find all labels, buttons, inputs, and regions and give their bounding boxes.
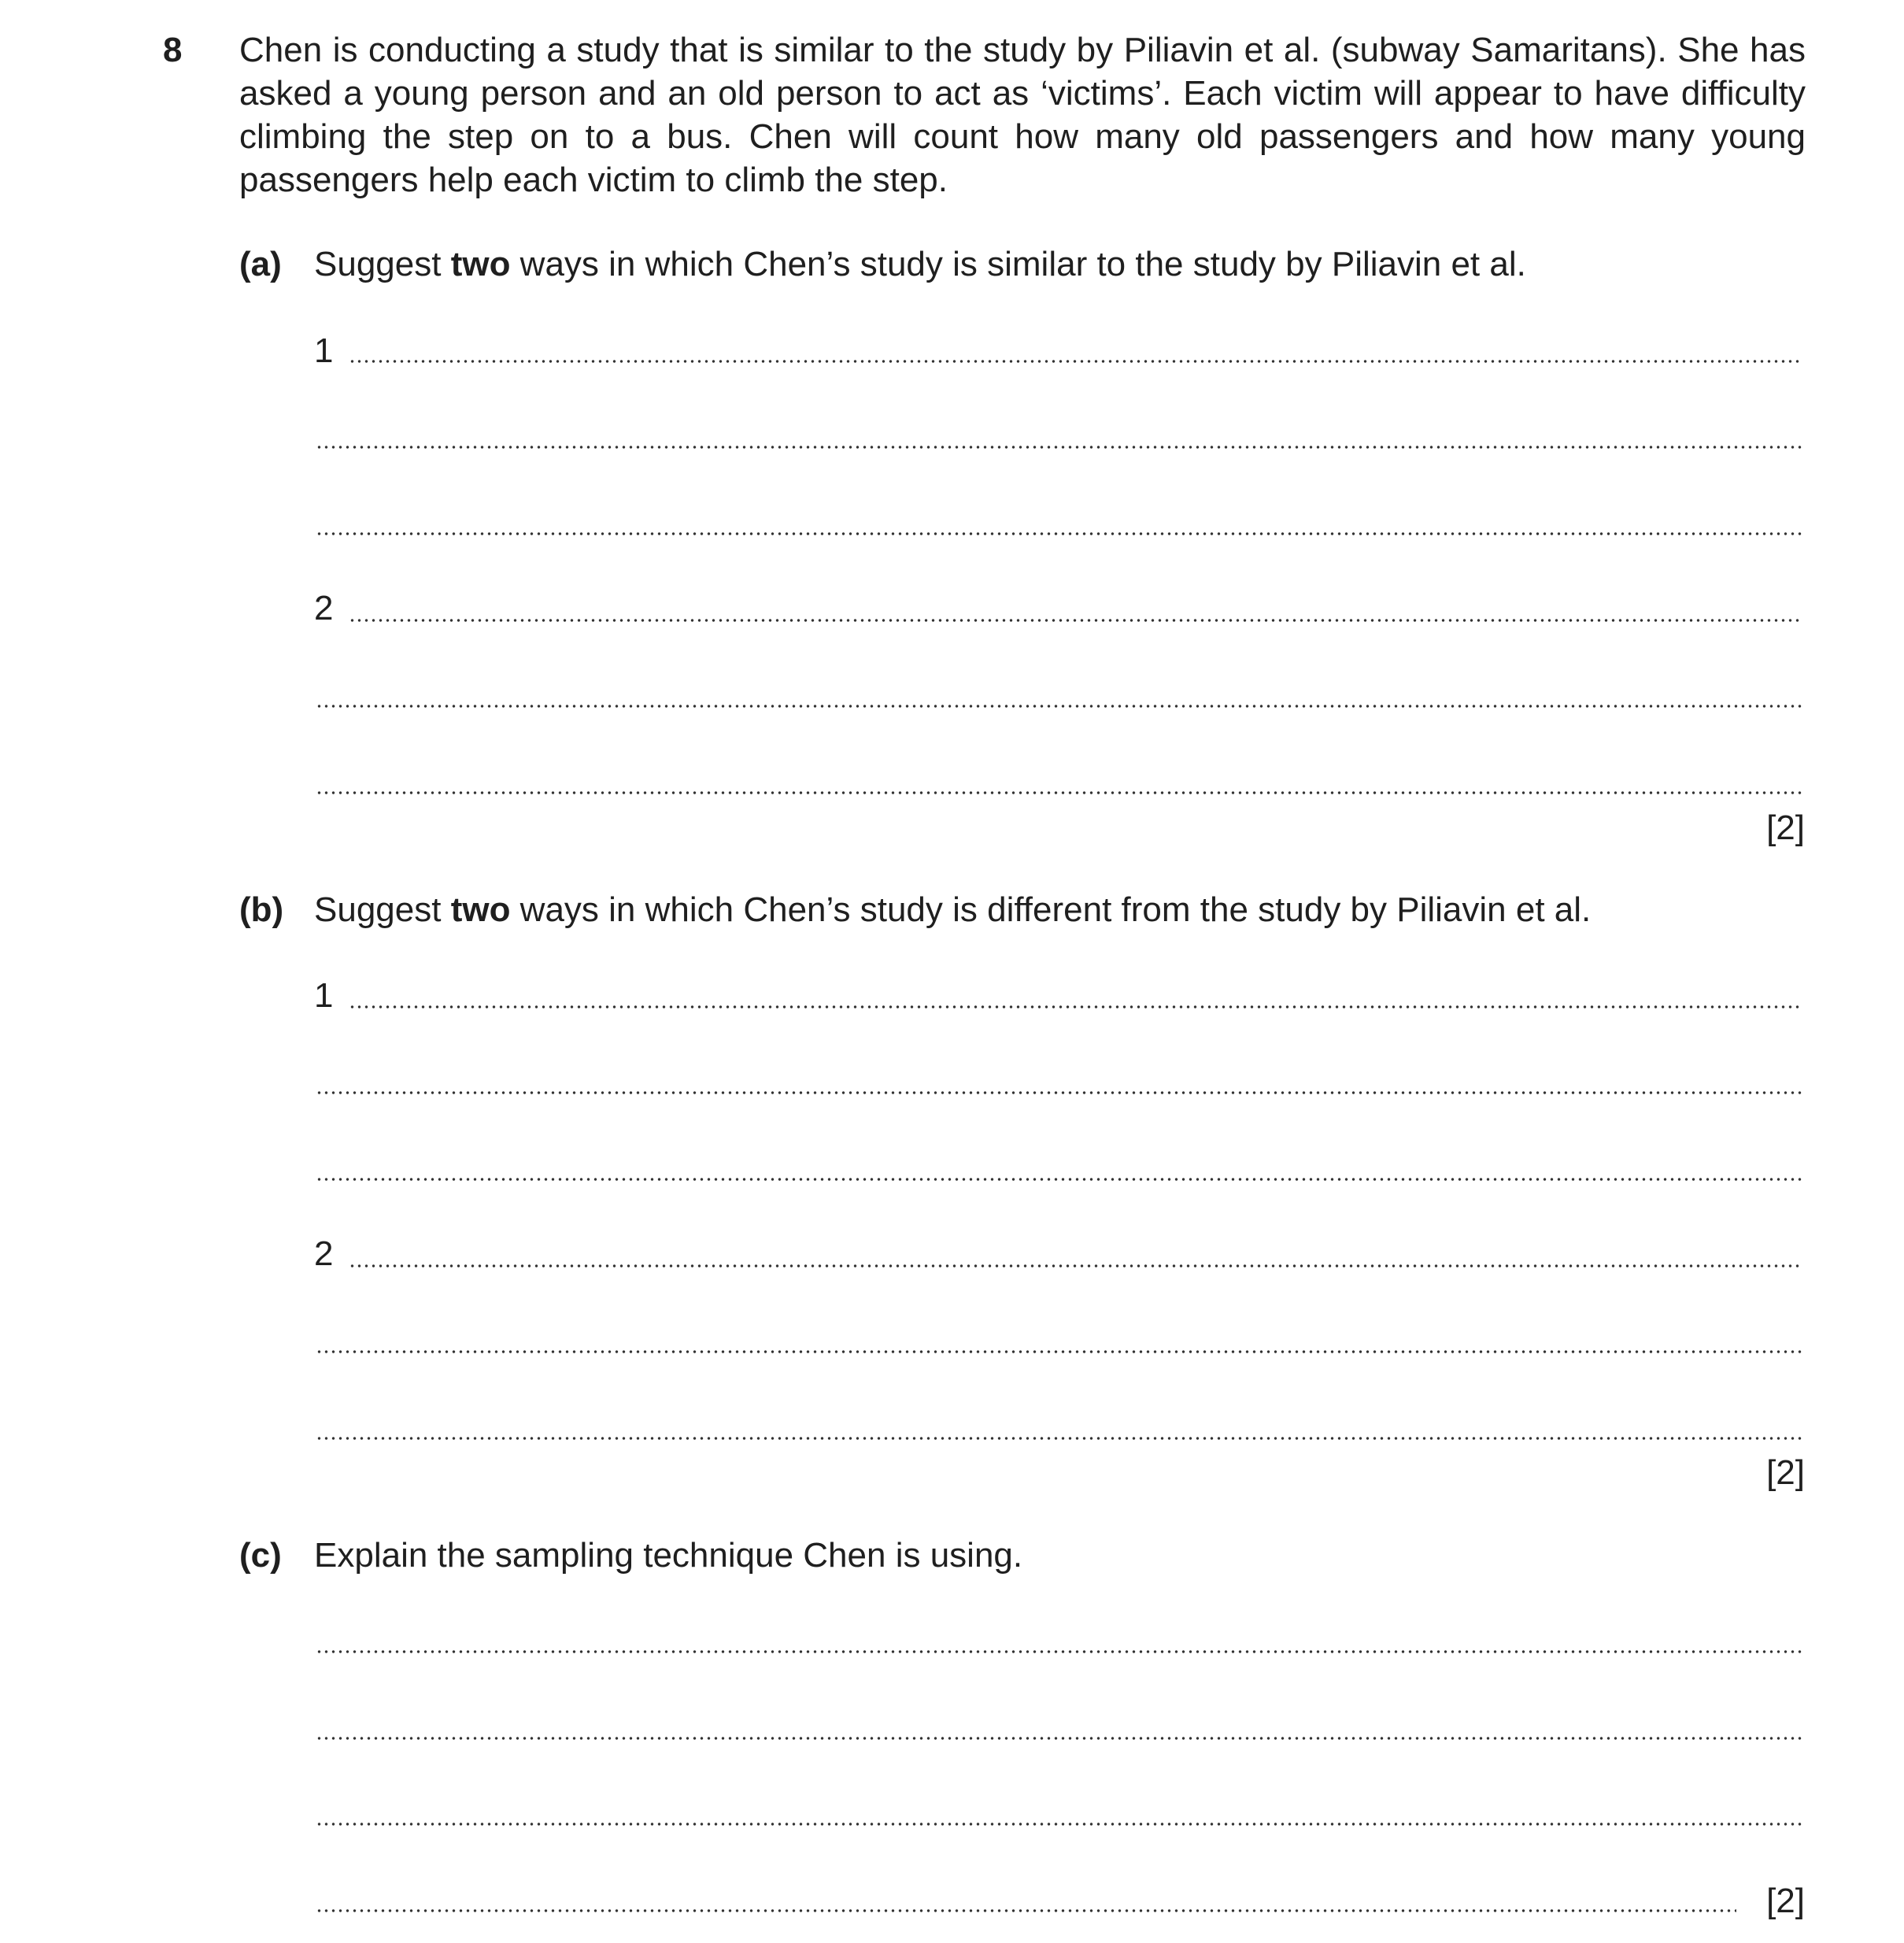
part-b-prompt-suffix: ways in which Chen’s study is different from the study by Piliavin et al.	[510, 890, 1592, 929]
part-a-prompt-prefix: Suggest	[314, 245, 451, 283]
part-c-label: (c)	[239, 1536, 282, 1575]
answer-line[interactable]	[316, 1909, 1736, 1912]
answer-line[interactable]	[316, 1091, 1802, 1094]
answer-line[interactable]	[316, 1437, 1802, 1440]
question-stem: Chen is conducting a study that is similar to the study by Piliavin et al. (subway Samaritans). She has asked a young person and an old person to act as ‘victims’. Each victim will appear to have difficulty climbing the step on to a bus. Chen will count how many old passengers and how many young passengers help each victim to climb the step.	[239, 31, 1806, 199]
part-a-label: (a)	[239, 245, 282, 283]
answer-line[interactable]	[316, 1350, 1802, 1353]
answer-line[interactable]	[349, 619, 1802, 622]
answer-line[interactable]	[349, 360, 1802, 363]
part-c-marks: [2]	[1766, 1882, 1805, 1920]
part-b-answer-number-1: 1	[314, 976, 334, 1015]
answer-line[interactable]	[316, 791, 1802, 794]
part-b-marks: [2]	[1766, 1453, 1805, 1492]
answer-line[interactable]	[316, 705, 1802, 708]
part-a-answer-number-1: 1	[314, 331, 334, 370]
question-number: 8	[163, 31, 183, 69]
answer-line[interactable]	[316, 1823, 1802, 1826]
answer-line[interactable]	[316, 1737, 1802, 1740]
part-b-prompt-prefix: Suggest	[314, 890, 451, 929]
part-b-answer-number-2: 2	[314, 1234, 334, 1273]
part-b-label: (b)	[239, 890, 284, 929]
part-b-prompt	[314, 888, 1591, 932]
answer-line[interactable]	[349, 1005, 1802, 1009]
part-b-prompt-emphasis: two	[450, 890, 511, 929]
part-a-prompt-suffix: ways in which Chen’s study is similar to the study by Piliavin et al.	[510, 245, 1526, 283]
part-a-marks: [2]	[1766, 809, 1805, 847]
part-a-prompt-emphasis: two	[450, 245, 511, 283]
part-a-answer-number-2: 2	[314, 589, 334, 627]
answer-line[interactable]	[316, 1650, 1802, 1653]
answer-line[interactable]	[316, 446, 1802, 449]
part-c-prompt: Explain the sampling technique Chen is using.	[314, 1536, 1023, 1575]
answer-line[interactable]	[316, 1178, 1802, 1181]
part-a-prompt	[314, 242, 1526, 287]
answer-line[interactable]	[349, 1264, 1802, 1268]
answer-line[interactable]	[316, 532, 1802, 535]
